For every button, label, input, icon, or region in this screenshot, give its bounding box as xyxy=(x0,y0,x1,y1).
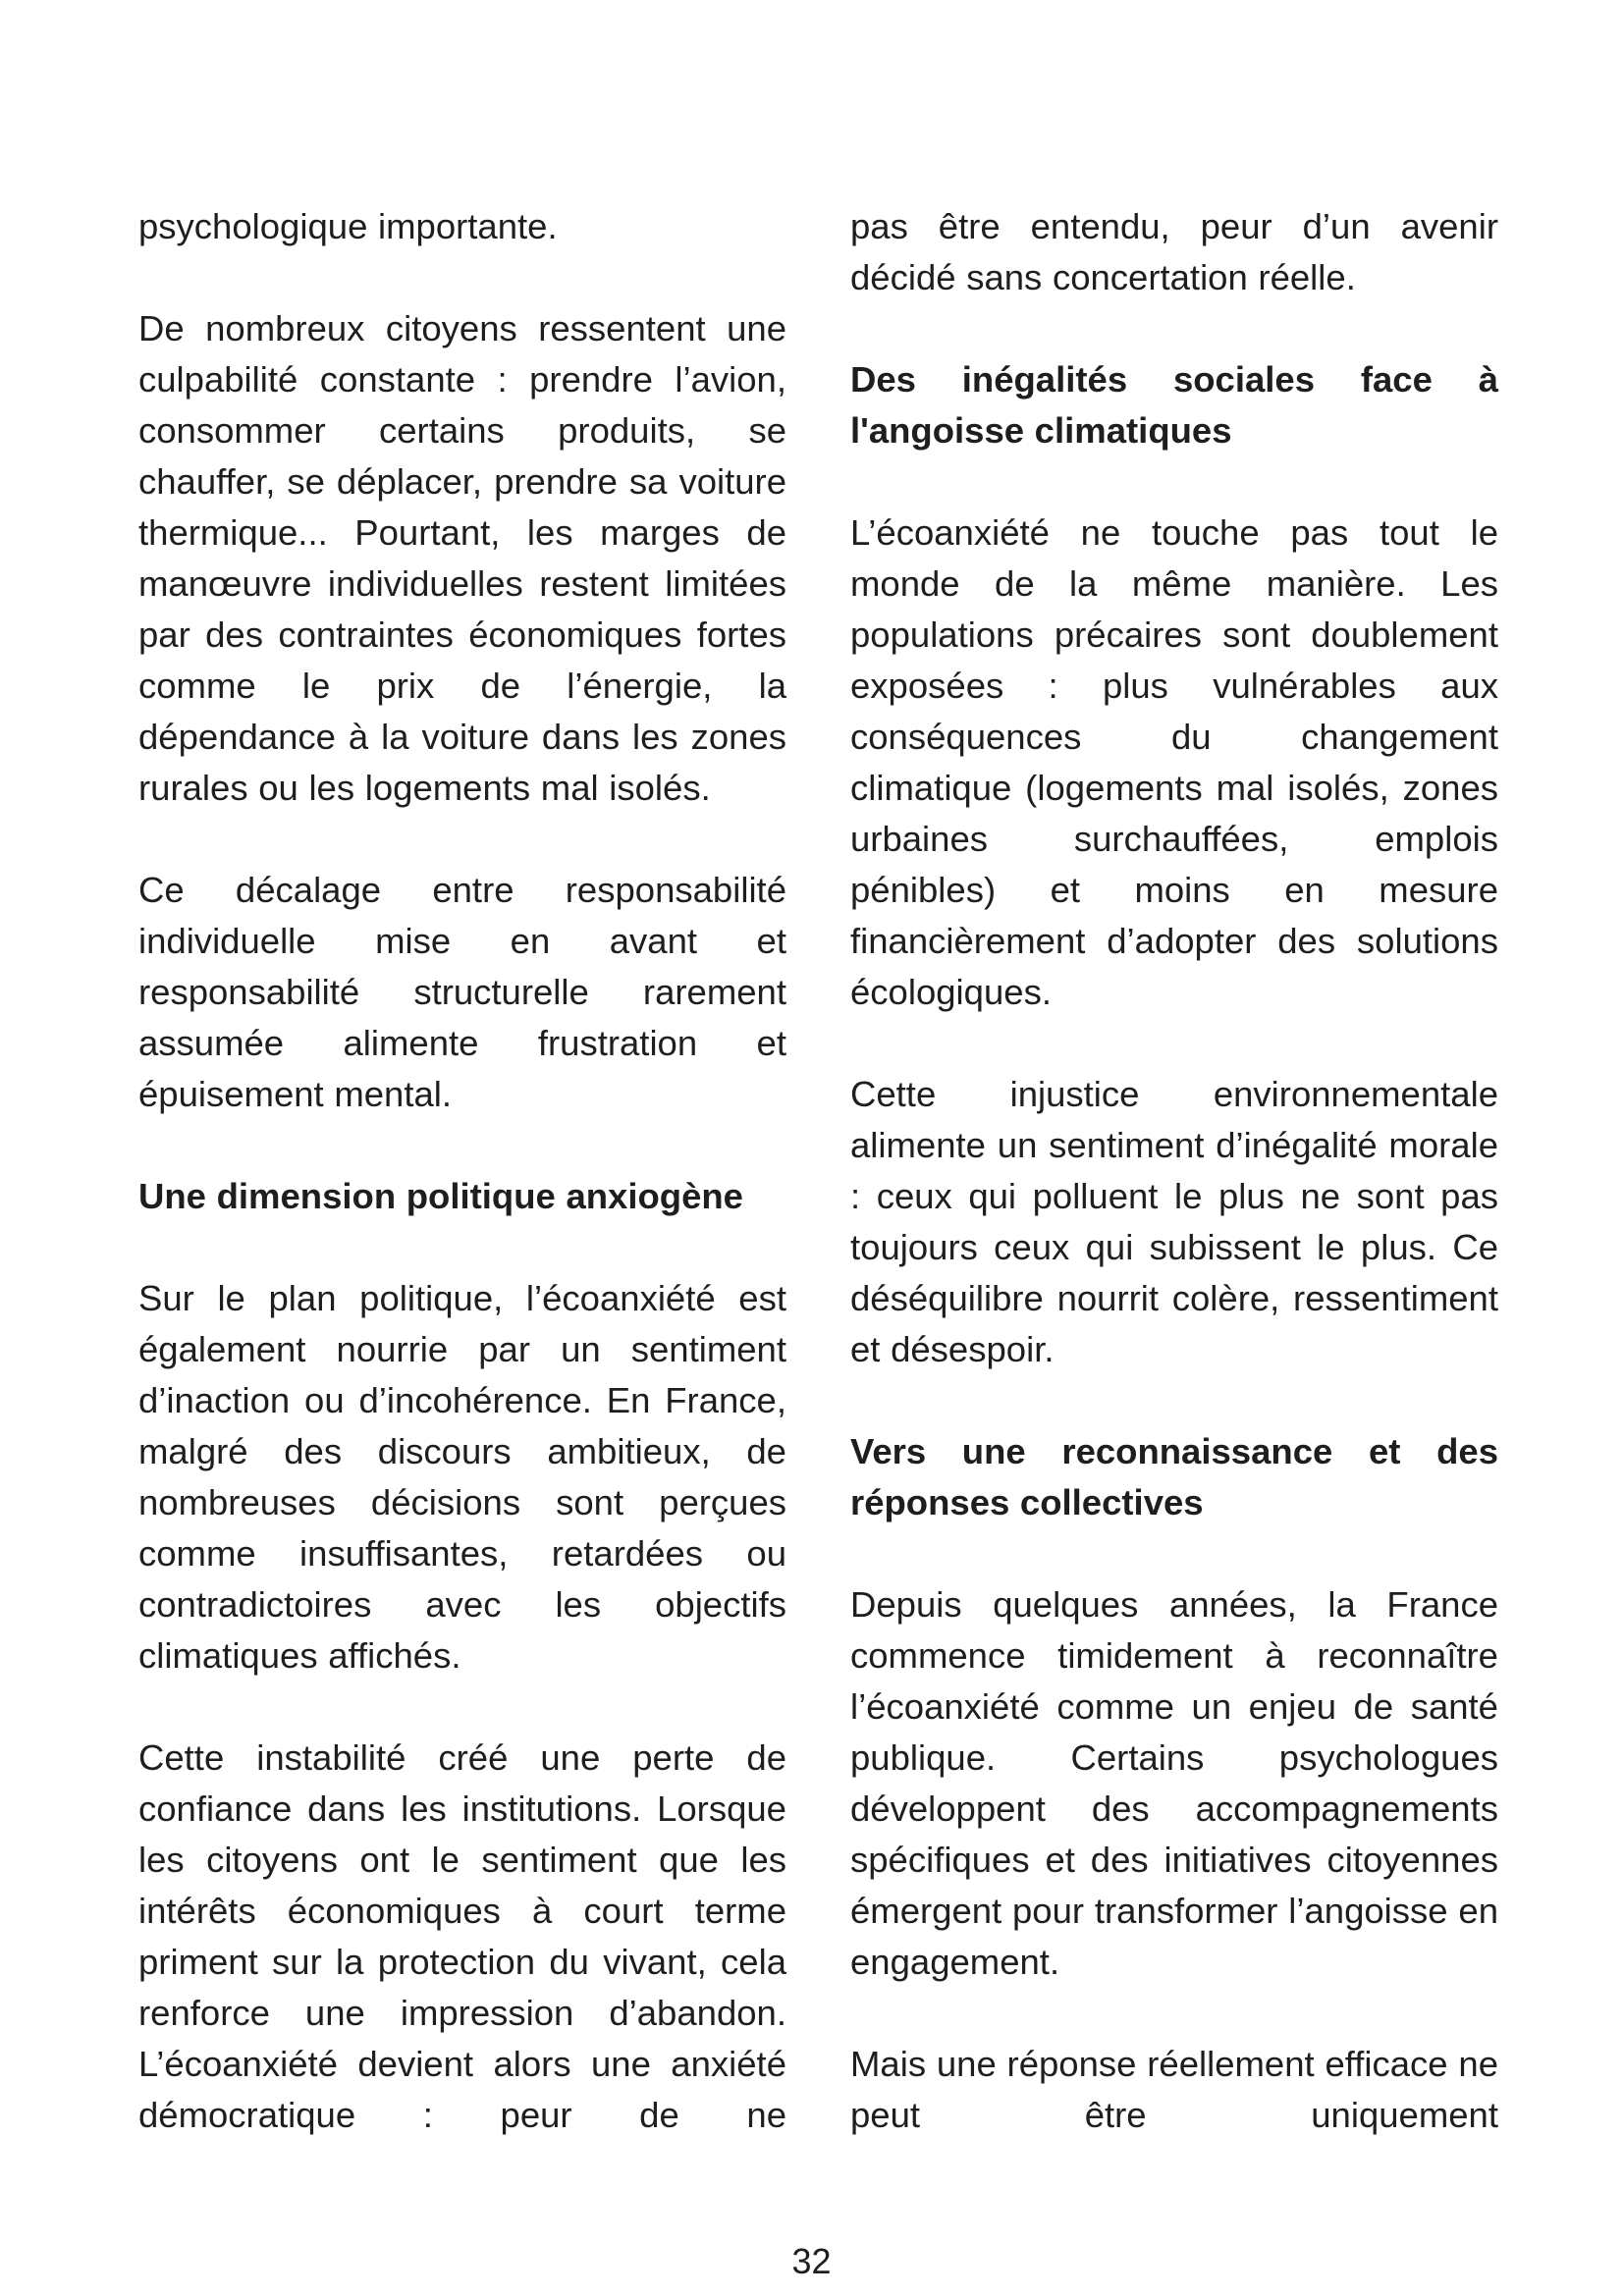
paragraph: Sur le plan politique, l’écoanxiété est également nourrie par un sentiment d’inaction ou d’incohérence. En France, malgré des discours ambitieux, de nombreuses décisions sont perçues comme insuffisantes, retardées ou contradictoires avec les objectifs climatiques affichés. xyxy=(138,1278,786,1676)
paragraph: psychologique importante. xyxy=(138,206,558,246)
right-column xyxy=(850,201,1498,2141)
paragraph: pas être entendu, peur d’un avenir décidé sans concertation réelle. xyxy=(850,206,1498,297)
section-heading: Des inégalités sociales face à l'angoisse climatiques xyxy=(850,359,1498,451)
section-heading: Vers une reconnaissance et des réponses collectives xyxy=(850,1431,1498,1522)
paragraph: Cette injustice environnementale alimente un sentiment d’inégalité morale : ceux qui polluent le plus ne sont pas toujours ceux qui subissent le plus. Ce déséquilibre nourrit colère, ressentiment et désespoir. xyxy=(850,1074,1498,1369)
paragraph: Ce décalage entre responsabilité individuelle mise en avant et responsabilité structurelle rarement assumée alimente frustration et épuisement mental. xyxy=(138,870,786,1114)
paragraph: Mais une réponse réellement efficace ne peut être uniquement xyxy=(850,2044,1498,2135)
left-column xyxy=(138,201,786,2141)
paragraph: Cette instabilité créé une perte de confiance dans les institutions. Lorsque les citoyens ont le sentiment que les intérêts économiques à court terme priment sur la protection du vivant, cela renforce une impression d’abandon. L’écoanxiété devient alors une anxiété démocratique : peur de ne xyxy=(138,1737,786,2135)
section-heading: Une dimension politique anxiogène xyxy=(138,1176,743,1216)
page-number: 32 xyxy=(791,2241,832,2281)
paragraph: L’écoanxiété ne touche pas tout le monde de la même manière. Les populations précaires sont doublement exposées : plus vulnérables aux conséquences du changement climatique (logements mal isolés, zones urbaines surchauffées, emplois pénibles) et moins en mesure financièrement d’adopter des solutions écologiques. xyxy=(850,512,1498,1012)
paragraph: Depuis quelques années, la France commence timidement à reconnaître l’écoanxiété comme un enjeu de santé publique. Certains psychologues développent des accompagnements spécifiques et des initiatives citoyennes émergent pour transformer l’angoisse en engagement. xyxy=(850,1584,1498,1982)
paragraph: De nombreux citoyens ressentent une culpabilité constante : prendre l’avion, consommer certains produits, se chauffer, se déplacer, prendre sa voiture thermique... Pourtant, les marges de manœuvre individuelles restent limitées par des contraintes économiques fortes comme le prix de l’énergie, la dépendance à la voiture dans les zones rurales ou les logements mal isolés. xyxy=(138,308,786,808)
